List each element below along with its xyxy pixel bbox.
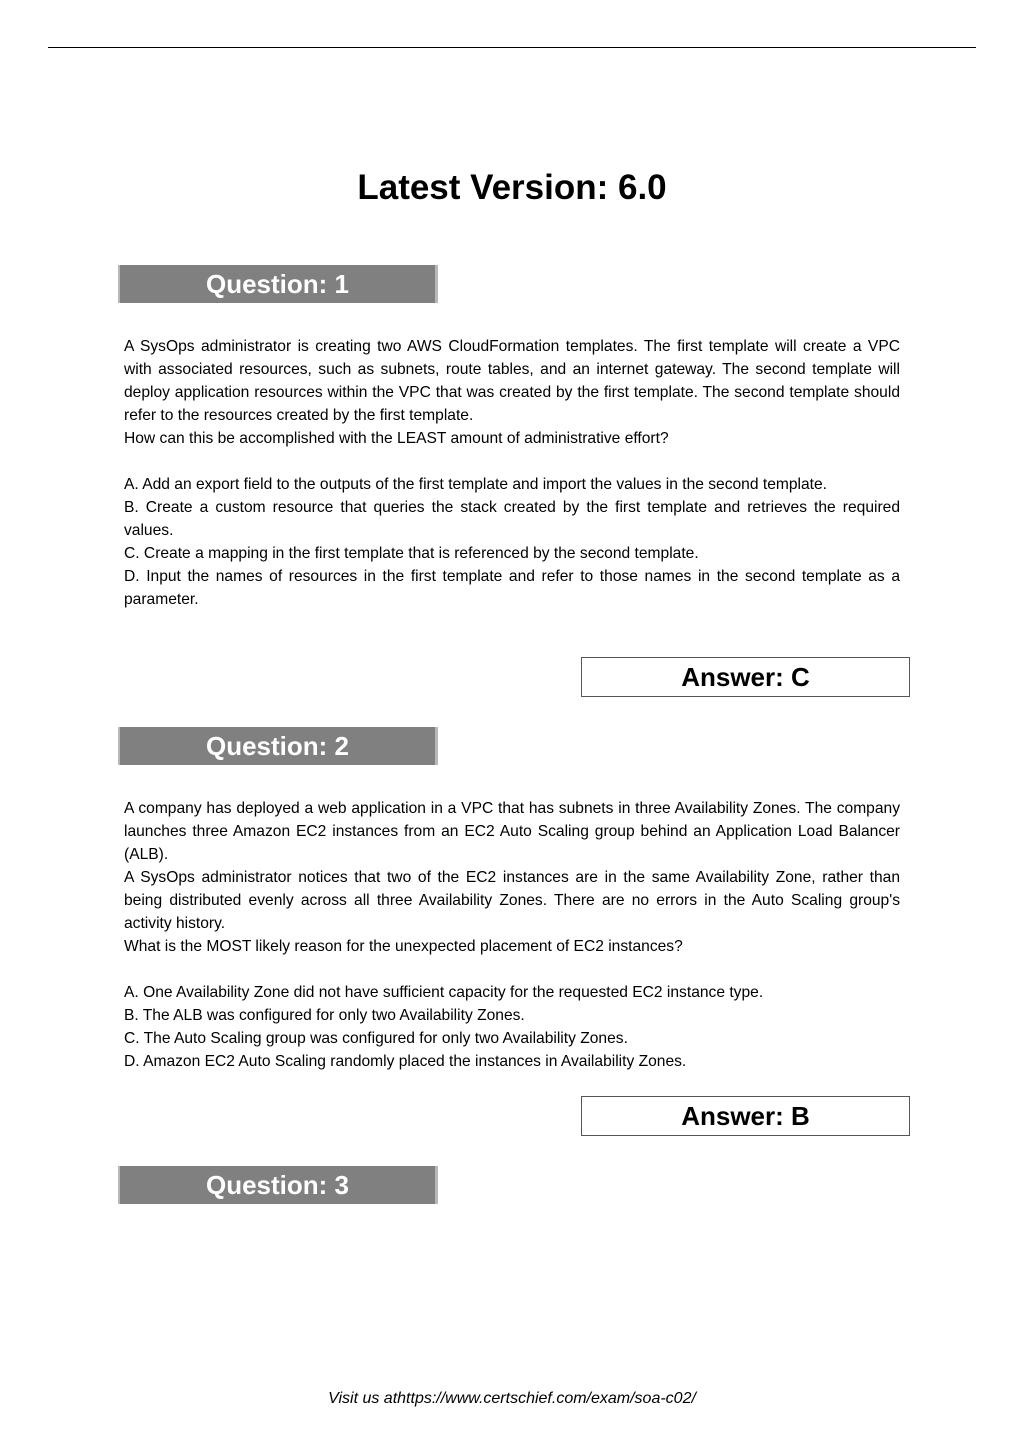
footer-site-link[interactable]: Visit us athttps://www.certschief.com/exam/soa-c02/ [328,1390,696,1407]
question-1-option-b: B. Create a custom resource that queries the stack created by the first template and retrieves the required values. [124,499,900,539]
question-1-option-a: A. Add an export field to the outputs of the first template and import the values in the second template. [124,476,828,493]
question-2-body [124,797,900,1073]
question-1-prompt: How can this be accomplished with the LEAST amount of administrative effort? [124,430,669,447]
question-2-answer: Answer: B [581,1096,910,1136]
question-2-option-a: A. One Availability Zone did not have sufficient capacity for the requested EC2 instance type. [124,984,764,1001]
question-1-option-d: D. Input the names of resources in the first template and refer to those names in the second template as a parameter. [124,568,900,608]
header-rule [48,47,976,48]
question-2-heading: Question: 2 [118,727,438,765]
page-title: Latest Version: 6.0 [357,168,667,207]
question-2-stem-observation: A SysOps administrator notices that two of the EC2 instances are in the same Availability Zone, rather than being distributed evenly across all three Availability Zones. There are no errors in the Auto Scaling group's activity history. [124,869,900,932]
question-2-option-c: C. The Auto Scaling group was configured for only two Availability Zones. [124,1030,628,1047]
question-3-heading: Question: 3 [118,1166,438,1204]
question-2-option-d: D. Amazon EC2 Auto Scaling randomly placed the instances in Availability Zones. [124,1053,687,1070]
question-2-option-b: B. The ALB was configured for only two Availability Zones. [124,1007,525,1024]
question-2-stem-context: A company has deployed a web application in a VPC that has subnets in three Availability Zones. The company launches three Amazon EC2 instances from an EC2 Auto Scaling group behind an Application Load Balancer (ALB). [124,800,900,863]
question-1-stem: A SysOps administrator is creating two AWS CloudFormation templates. The first template will create a VPC with associated resources, such as subnets, route tables, and an internet gateway. The second template will deploy application resources within the VPC that was created by the first template. The second template should refer to the resources created by the first template. [124,338,900,424]
question-1-body [124,335,900,611]
question-1-answer: Answer: C [581,657,910,697]
question-1-heading: Question: 1 [118,265,438,303]
question-2-prompt: What is the MOST likely reason for the unexpected placement of EC2 instances? [124,938,683,955]
question-1-option-c: C. Create a mapping in the first template that is referenced by the second template. [124,545,699,562]
